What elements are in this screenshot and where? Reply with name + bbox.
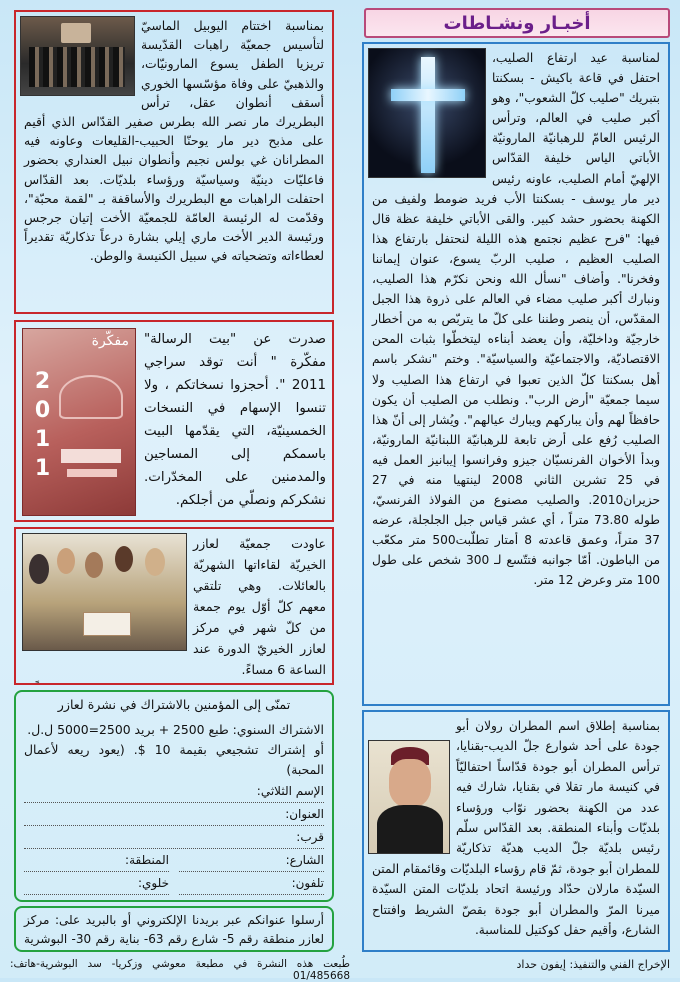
lazarus-text: عاودت جمعيّة لعازر الخيريّة لقاءاتها الشهريّة بالعائلات. وهي تلتقي معهم كلّ أوّل يوم جمعة من كلّ شهر في مركز لعازر الخيريّ الدورة عند الساعة 6 مساءً. [193, 536, 326, 677]
section-title [364, 8, 670, 38]
street-text: بمناسبة إطلاق اسم المطران رولان أبو جودة على أحد شوارع جلّ الديب-بقنايا، ترأس المطران أبو جودة قدّاساً احتفاليّاً في كنيسة مار تقلا في بقنايا، شارك فيه عدد من الكهنة بحضور نوّاب ورؤساء بلديّات وأبناء المنطقة. بعد القدّاس سلّم رئيس بلديّة جلّ الديب هديّة تذكاريّة للمطران أبو جودة، ثمّ قام رؤساء البلديّات وقائمقام المتن السيّدة مارلان حدّاد ورئيسة اتحاد بلديّات المتن السيّدة ميرنا المرّ والمطران أبو جودة بقصّ الشريط وافتتاح الشارع، وأقيم حفل كوكتيل للمناسبة. [372, 719, 660, 938]
photo-bishop [368, 740, 450, 854]
book-title: مفكّرة [91, 333, 129, 349]
lazarus-appeal [22, 680, 326, 685]
field-mobile[interactable]: خلوي: [24, 872, 169, 895]
book-year: 2011 [30, 369, 55, 485]
book-illustration [59, 375, 123, 419]
subscription-line-2: أو إشتراك تشجيعي بقيمة 10 $. (يعود ريعه لأعمال المحبة) [24, 742, 324, 777]
address-box [14, 906, 334, 952]
calendar-book-cover [22, 328, 136, 516]
subscription-box [14, 690, 334, 902]
calendar-text: صدرت عن "بيت الرسالة" مفكّرة " أنت توقد سراجي 2011 ". أحجزوا نسخاتكم ، ولا تنسوا الإسهام في النسخات الخمسينيّة، التي يقدّمها البيت باسمكم إلى المساجين والمدمنين على المخدّرات. نشكركم ونصلّي من أجلكم. [144, 332, 326, 508]
field-street[interactable]: الشارع: [179, 849, 324, 872]
field-name[interactable]: الإسم الثلاثي: [24, 780, 324, 803]
field-near[interactable]: قرب: [24, 826, 324, 849]
news-box-street [362, 710, 670, 952]
news-box-lazarus [14, 527, 334, 685]
photo-jubilee [20, 16, 135, 96]
subscription-title: تمنّى إلى المؤمنين بالاشتراك في نشرة لعازر [57, 697, 291, 712]
footer-credit: الإخراج الفني والتنفيذ: إيفون حداد [516, 958, 670, 971]
jubilee-text: بمناسبة اختتام اليوبيل الماسيّ لتأسيس جمعيّة راهبات القدّيسة تريزيا الطفل يسوع المارونيّات، والذهبيّ على وفاة مؤسّسها الخوري أسقف أنطوان عقل، ترأس البطريرك مار نصر الله بطرس صفير القدّاس الذي أقيم على مذبح دير مار يوحنّا الحبيب-القليعات وعاونه فيه المطرانان غي بولس نجيم وأنطوان نبيل العنداري بحضور فاعليّات دينيّة وسياسيّة ورؤساء بلديّات. بعد القدّاس احتفلت الراهبات مع البطريرك والأساقفة بـ "لقمة محبّة"، وقدّمت له الرئيسة العامّة للجمعيّة الأخت إتيان جرجس ورئيسة الدير الأخت ماري إيلي بشارة درعاً تذكاريّة تقديراً لعطاءاته وتضحياته في سبيل الكنيسة والوطن. [24, 18, 324, 264]
photo-cross [368, 48, 486, 178]
news-box-calendar [14, 320, 334, 522]
footer-printer: طُبعت هذه النشرة في مطبعة معوشي وزكريا- سد البوشرية-هاتف: 01/485668 [10, 958, 350, 982]
address-text: أرسلوا عنوانكم عبر بريدنا الإلكتروني أو بالبريد على: مركز لعازر منطقة رقم 5- شارع رقم 63- بناية رقم 30- البوشرية [24, 913, 324, 946]
field-address[interactable]: العنوان: [24, 803, 324, 826]
field-region[interactable]: المنطقة: [24, 849, 169, 872]
news-box-jubilee [14, 10, 334, 314]
subscription-line-1: الاشتراك السنوي: طبع 2500 + بريد 2500=5000 ل.ل. [27, 722, 324, 737]
news-box-cross [362, 42, 670, 706]
photo-lazarus-group [22, 533, 187, 651]
cross-text: لمناسبة عيد ارتفاع الصليب، احتفل في قاعة باكيش - بسكنتا بتبريك "صليب كلّ الشعوب"، وهو أكبر صليب في العالم، وترأس الرئيس العامّ للرهبانيّة المارونيّة الأباتي الياس خليفة القدّاس الإلهيّ أمام الصليب، عاونه رئيس دير مار يوسف - بسكنتا الأب فريد ضومط ولفيف من الكهنة بحضور حشد كبير. والقى الأباتي خليفة عظة قال فيها: "فرح عظيم نجتمع هذه الليلة لنحتفل بارتفاع هذا الصليب العظيم ، صليب الربّ يسوع، عنوان إيماننا وفخرنا". وأضاف "نسأل الله ونحن نكرّم هذا الصليب، ونبارك أكبر صليب مضاء في العالم على ذروة هذا الجبل المقدّس، أن ينصر وطننا على كلّ ما يتربّص به من أخطار خارجيّة وداخليّة، وأن يعضد أبناءه ليتخطّوا بثبات المحن الاقتصاديّة، والاجتماعيّة والسياسيّة". وختم "نشكر باسم أهل بسكنتا كلّ الذين تعبوا في ارتفاع هذا الصليب ولا سيما جمعيّة "أرض الرب". ونطلب من الصليب أن يكون حافظاً لهم وأن يباركهم ويبارك عيالهم". ويُشار إلى أنّ هذا الصليب رُفع على أرض تابعة للرهبانيّة اللبنانيّة المارونيّة، وبدأ الأخوان الفرنسيّان جيزو وفرانسوا إيبانيز العمل فيه في 25 تشرين الثاني 2008 لينتهيا منه في 27 حزيران2010. والصليب مصنوع من الفولاذ الفرنسيّ، طوله 73.80 متراً ، أي عشر قياس جبل الجلجلة، عرضه 37 متراً، وعمق قاعدته 8 أمتار تطلّبت500 متر مكعّب من الباطون. أمّا جوانبه فتتّسع لـ 300 شخص على طول 100 متر وعرض 12 متر. [372, 51, 660, 588]
field-phone[interactable]: تلفون: [179, 872, 324, 895]
section-title-text: أخبـار ونشـاطات [443, 12, 591, 34]
